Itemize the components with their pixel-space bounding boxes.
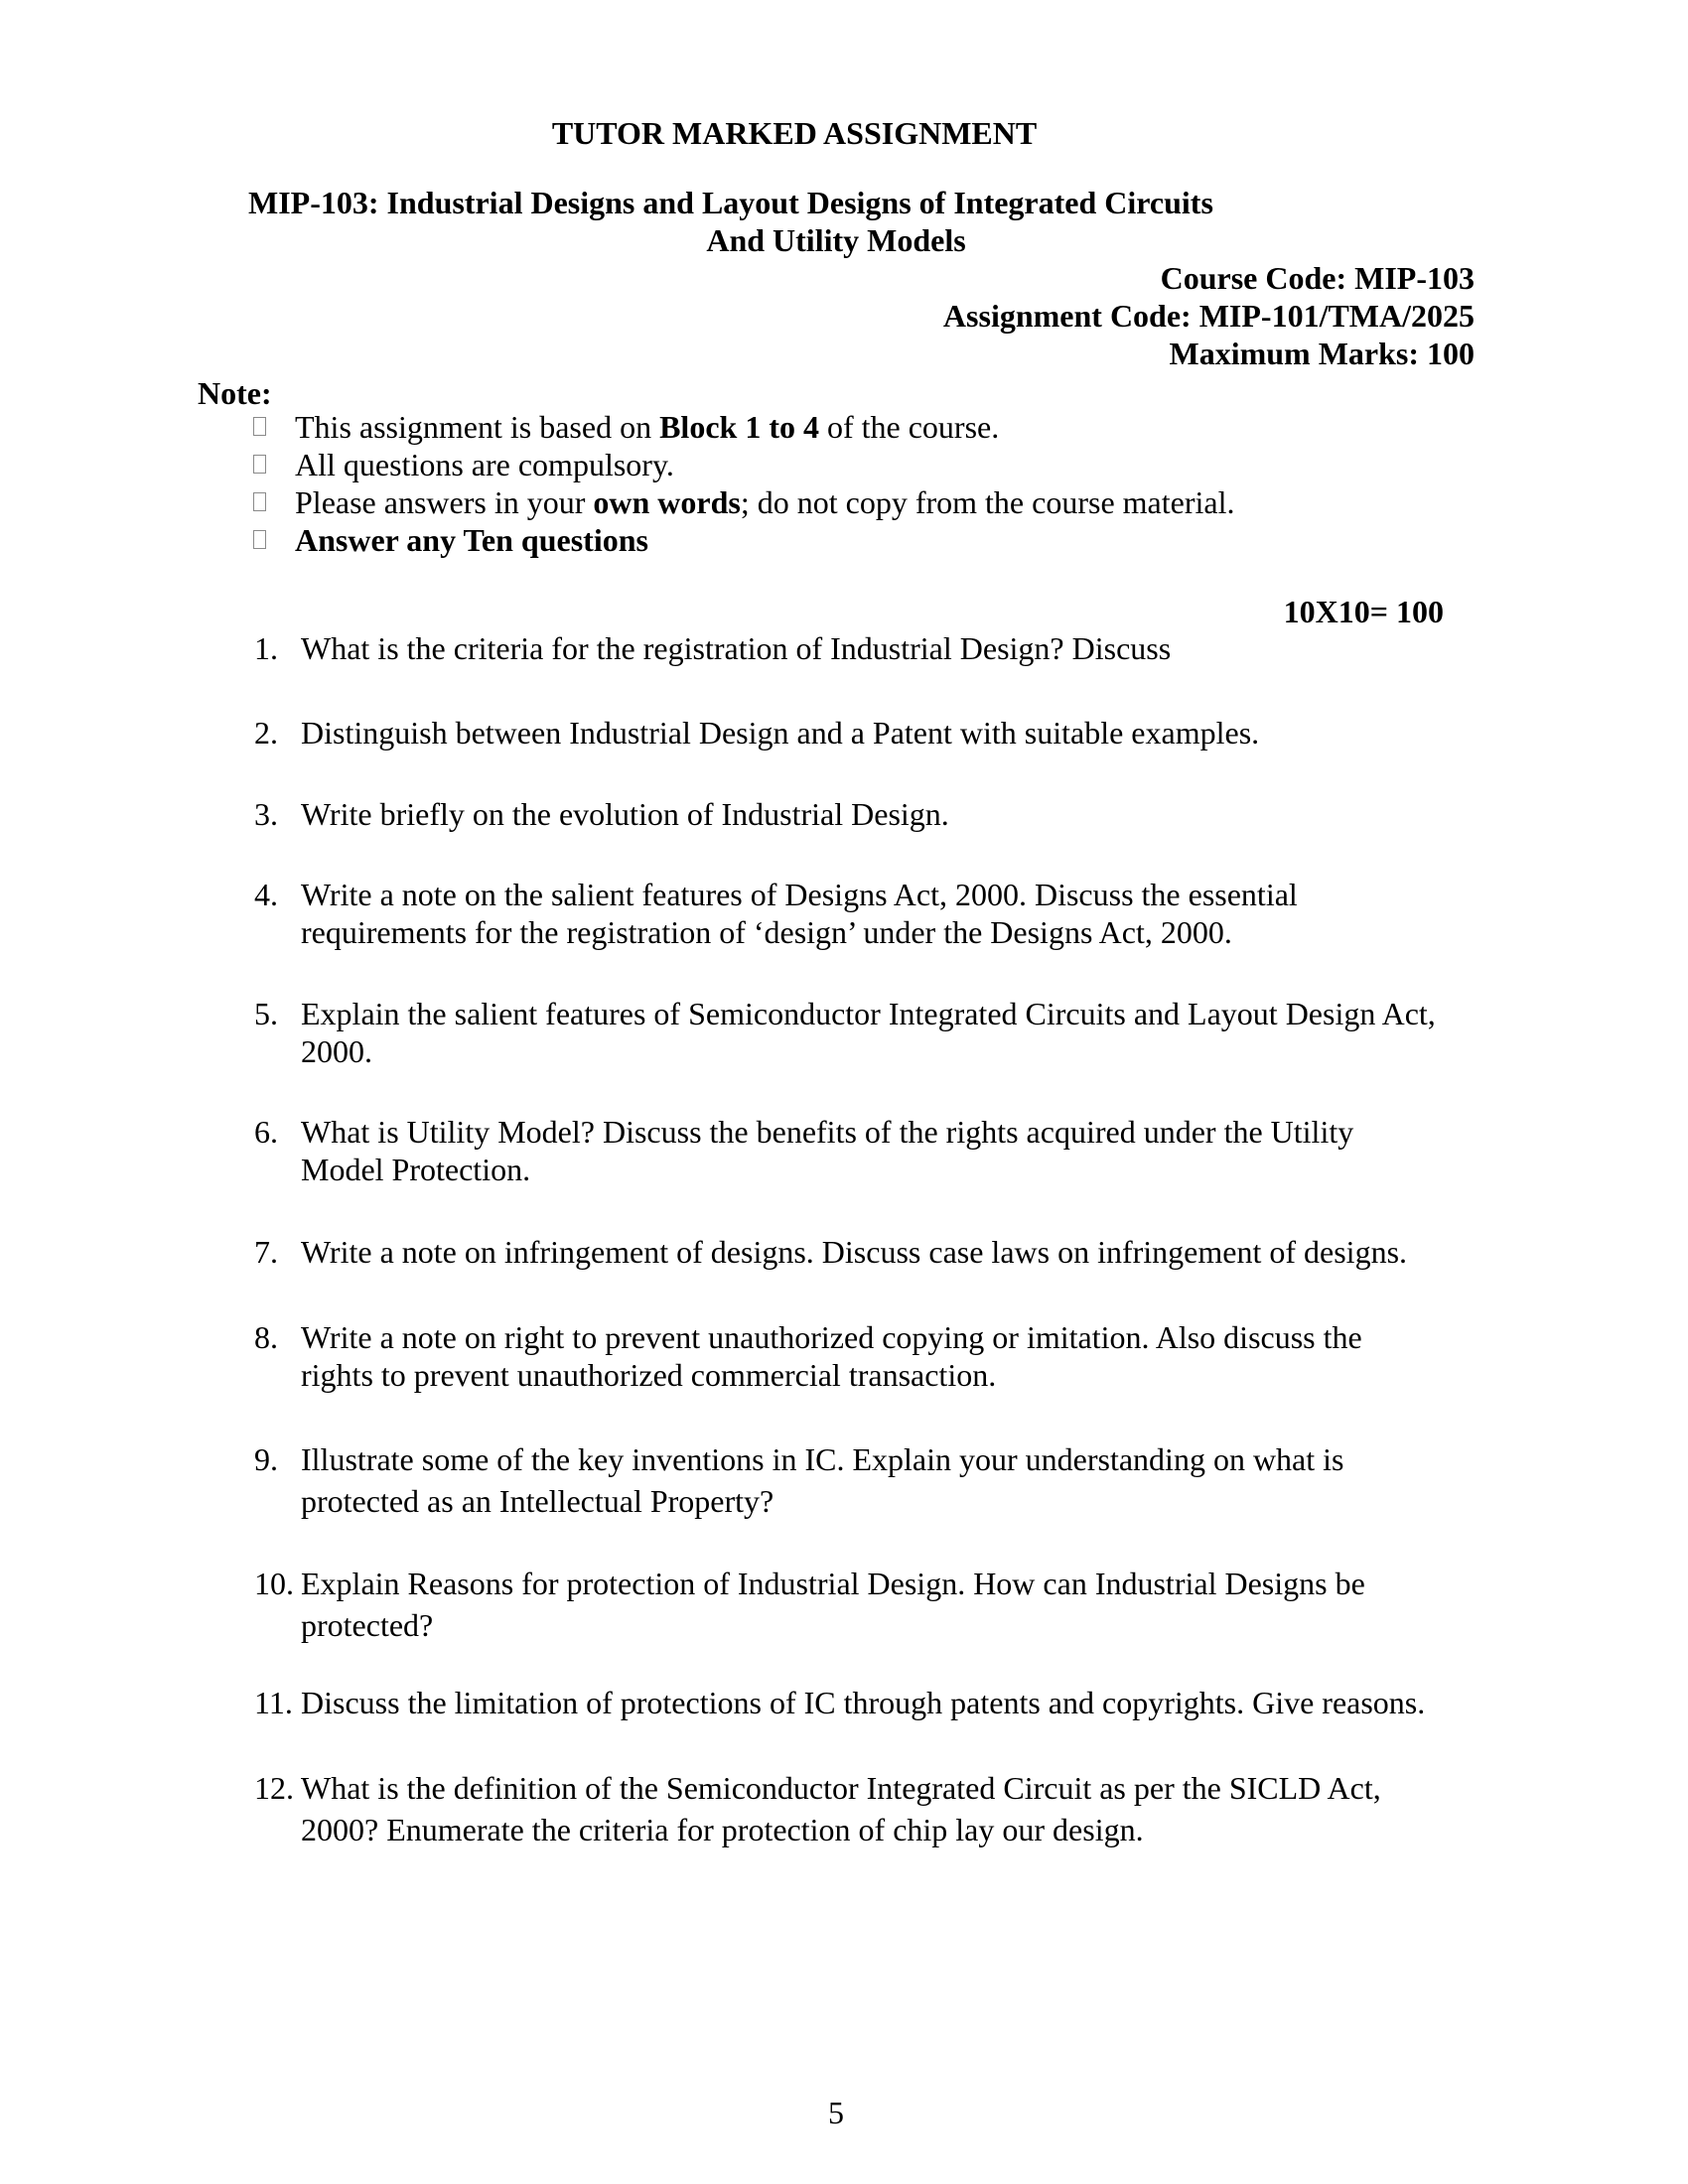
question-number: 11. (254, 1685, 293, 1720)
question-number: 3. (254, 796, 278, 832)
question-number: 7. (254, 1234, 278, 1270)
page-number: 5 (828, 2095, 844, 2130)
question-number: 5. (254, 996, 278, 1031)
question-text-line: Model Protection. (301, 1152, 531, 1187)
empty-square-icon (253, 455, 266, 474)
question-number: 2. (254, 715, 278, 751)
question-number: 10. (254, 1566, 294, 1601)
empty-square-icon (253, 492, 266, 511)
course-title-line2 (0, 224, 1672, 256)
note-label: Note: (198, 375, 272, 411)
question-text (301, 1318, 1362, 1394)
question-text-line: Discuss the limitation of protections of IC through patents and copyrights. Give reasons. (301, 1685, 1426, 1720)
question-text-line: protected? (301, 1607, 434, 1643)
question-text-line: Write a note on infringement of designs. Discuss case laws on infringement of designs. (301, 1234, 1408, 1270)
question-text-line: requirements for the registration of ‘design’ under the Designs Act, 2000. (301, 914, 1232, 950)
course-code: Course Code: MIP-103 (1160, 260, 1475, 296)
page-number-container (0, 2097, 1672, 2128)
document-title (0, 117, 1589, 149)
marks-formula: 10X10= 100 (1283, 594, 1444, 629)
question-text (301, 1563, 1365, 1646)
question-text-line: 2000? Enumerate the criteria for protection of chip lay our design. (301, 1812, 1144, 1847)
maximum-marks: Maximum Marks: 100 (1169, 336, 1475, 371)
question-text (301, 995, 1436, 1070)
question-text (301, 876, 1298, 951)
question-text (301, 1113, 1353, 1188)
note-item-text: Please answers in your own words; do not copy from the course material. (295, 484, 1235, 520)
question-number: 8. (254, 1319, 278, 1355)
document-title-text: TUTOR MARKED ASSIGNMENT (551, 115, 1038, 151)
note-item-text: Answer any Ten questions (295, 522, 648, 558)
note-item-text: All questions are compulsory. (295, 447, 674, 482)
question-text (301, 1767, 1381, 1850)
question-text-line: rights to prevent unauthorized commercial transaction. (301, 1357, 997, 1393)
question-text (301, 1684, 1425, 1721)
question-text-line: What is the definition of the Semiconductor Integrated Circuit as per the SICLD Act, (301, 1770, 1381, 1806)
question-text-line: Write briefly on the evolution of Industrial Design. (301, 796, 949, 832)
question-text-line: What is Utility Model? Discuss the benefits of the rights acquired under the Utility (301, 1114, 1354, 1150)
question-number: 9. (254, 1441, 278, 1477)
question-text-line: What is the criteria for the registration of Industrial Design? Discuss (301, 630, 1172, 666)
note-item-text: This assignment is based on Block 1 to 4 of the course. (295, 409, 1000, 445)
question-text-line: Write a note on the salient features of Designs Act, 2000. Discuss the essential (301, 877, 1298, 912)
question-number: 6. (254, 1114, 278, 1150)
question-number: 4. (254, 877, 278, 912)
question-text (301, 1233, 1407, 1271)
question-text (301, 629, 1171, 667)
question-text-line: Distinguish between Industrial Design and a Patent with suitable examples. (301, 715, 1260, 751)
question-number: 12. (254, 1770, 294, 1806)
empty-square-icon (253, 530, 266, 549)
question-text (301, 1438, 1343, 1522)
course-title-line2-text: And Utility Models (706, 222, 966, 258)
question-text-line: Write a note on right to prevent unauthorized copying or imitation. Also discuss the (301, 1319, 1362, 1355)
question-text-line: Illustrate some of the key inventions in IC. Explain your understanding on what is (301, 1441, 1344, 1477)
assignment-code: Assignment Code: MIP-101/TMA/2025 (942, 298, 1475, 334)
question-text-line: Explain Reasons for protection of Industrial Design. How can Industrial Designs be (301, 1566, 1365, 1601)
question-text-line: protected as an Intellectual Property? (301, 1483, 774, 1519)
question-text-line: Explain the salient features of Semiconductor Integrated Circuits and Layout Design Act, (301, 996, 1436, 1031)
question-number: 1. (254, 630, 278, 666)
empty-square-icon (253, 417, 266, 436)
question-text-line: 2000. (301, 1033, 372, 1069)
course-title-line1: MIP-103: Industrial Designs and Layout Designs of Integrated Circuits (248, 185, 1213, 220)
question-text (301, 795, 949, 833)
question-text (301, 714, 1259, 751)
